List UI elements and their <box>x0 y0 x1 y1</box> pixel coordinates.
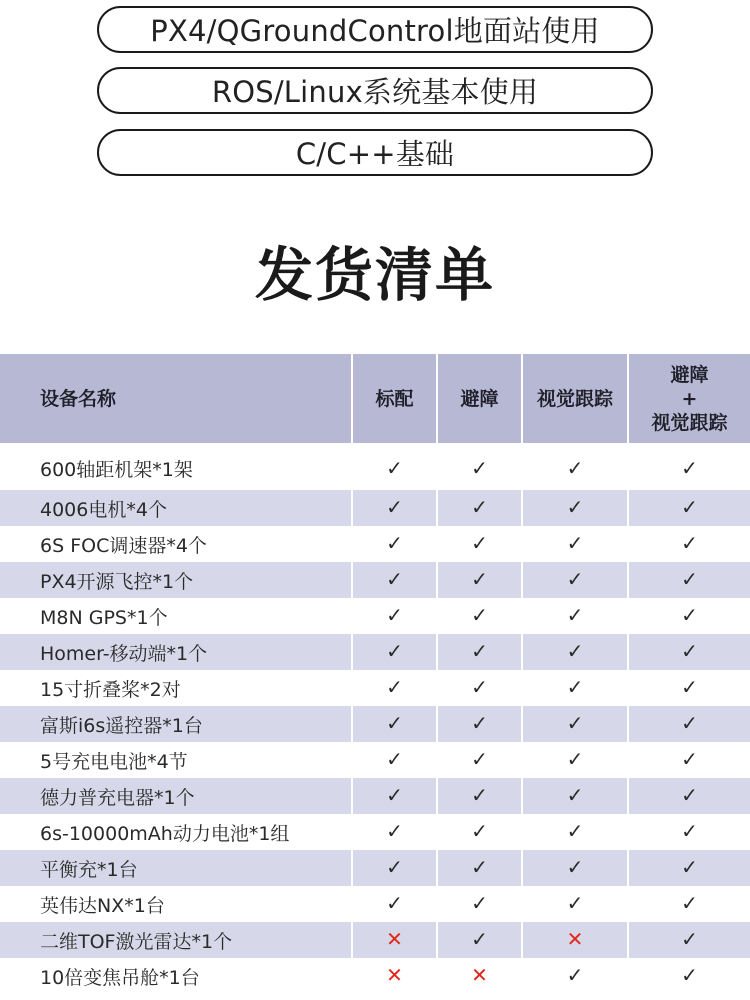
check-icon: ✓ <box>471 747 488 771</box>
availability-cell <box>522 490 628 526</box>
requirement-label: PX4/QGroundControl地面站使用 <box>150 14 600 48</box>
check-icon: ✓ <box>386 855 403 879</box>
shipping-list-table <box>0 354 750 994</box>
availability-cell <box>437 742 522 778</box>
check-icon: ✓ <box>566 855 584 879</box>
check-icon: ✓ <box>471 455 488 480</box>
column-header-obstacle-avoidance: 避障 <box>437 354 522 443</box>
column-header-device-name: 设备名称 <box>0 354 352 443</box>
check-icon: ✓ <box>386 675 403 699</box>
column-header-avoidance-plus-tracking <box>628 354 750 443</box>
availability-cell <box>522 922 628 958</box>
check-icon: ✓ <box>681 891 698 915</box>
table-row <box>0 526 750 562</box>
table-row <box>0 490 750 526</box>
check-icon: ✓ <box>681 603 698 627</box>
check-icon: ✓ <box>681 455 698 480</box>
check-icon: ✓ <box>681 495 698 519</box>
cross-icon: ✕ <box>566 927 584 951</box>
availability-cell <box>522 706 628 742</box>
check-icon: ✓ <box>471 927 488 951</box>
device-name-cell: 6s-10000mAh动力电池*1组 <box>0 814 352 850</box>
availability-cell <box>522 634 628 670</box>
availability-cell <box>522 814 628 850</box>
check-icon: ✓ <box>471 891 488 915</box>
availability-cell <box>437 598 522 634</box>
check-icon: ✓ <box>681 855 698 879</box>
check-icon: ✓ <box>386 495 403 519</box>
check-icon: ✓ <box>566 603 584 627</box>
check-icon: ✓ <box>471 675 488 699</box>
availability-cell <box>437 526 522 562</box>
availability-cell <box>437 922 522 958</box>
availability-cell <box>522 598 628 634</box>
availability-cell <box>628 490 750 526</box>
availability-cell <box>352 958 437 994</box>
availability-cell <box>437 443 522 490</box>
availability-cell <box>352 490 437 526</box>
column-header-line: 视觉跟踪 <box>651 411 728 434</box>
device-name-cell: 富斯i6s遥控器*1台 <box>0 706 352 742</box>
cross-icon: ✕ <box>386 927 403 951</box>
device-name-cell: 5号充电电池*4节 <box>0 742 352 778</box>
check-icon: ✓ <box>681 711 698 735</box>
check-icon: ✓ <box>566 531 584 555</box>
check-icon: ✓ <box>386 891 403 915</box>
device-name-cell: 二维TOF激光雷达*1个 <box>0 922 352 958</box>
check-icon: ✓ <box>386 819 403 843</box>
device-name-cell: Homer-移动端*1个 <box>0 634 352 670</box>
availability-cell <box>352 598 437 634</box>
check-icon: ✓ <box>386 567 403 591</box>
requirement-pill <box>97 129 653 176</box>
check-icon: ✓ <box>471 567 488 591</box>
table-row <box>0 922 750 958</box>
availability-cell <box>437 886 522 922</box>
check-icon: ✓ <box>566 455 584 480</box>
availability-cell <box>628 634 750 670</box>
availability-cell <box>628 706 750 742</box>
check-icon: ✓ <box>386 747 403 771</box>
availability-cell <box>352 742 437 778</box>
table-row <box>0 562 750 598</box>
check-icon: ✓ <box>471 639 488 663</box>
availability-cell <box>522 850 628 886</box>
availability-cell <box>352 562 437 598</box>
device-name-cell: 10倍变焦吊舱*1台 <box>0 958 352 994</box>
check-icon: ✓ <box>471 495 488 519</box>
check-icon: ✓ <box>566 963 584 987</box>
check-icon: ✓ <box>566 567 584 591</box>
availability-cell <box>352 850 437 886</box>
availability-cell <box>628 562 750 598</box>
table-row <box>0 886 750 922</box>
cross-icon: ✕ <box>471 963 488 987</box>
availability-cell <box>437 490 522 526</box>
table-row <box>0 598 750 634</box>
table-row <box>0 443 750 490</box>
table-row <box>0 670 750 706</box>
availability-cell <box>628 886 750 922</box>
check-icon: ✓ <box>386 603 403 627</box>
availability-cell <box>437 778 522 814</box>
table-row <box>0 814 750 850</box>
table-row <box>0 634 750 670</box>
availability-cell <box>628 922 750 958</box>
availability-cell <box>522 526 628 562</box>
availability-cell <box>628 778 750 814</box>
availability-cell <box>437 670 522 706</box>
check-icon: ✓ <box>471 531 488 555</box>
check-icon: ✓ <box>681 963 698 987</box>
availability-cell <box>352 814 437 850</box>
availability-cell <box>352 922 437 958</box>
check-icon: ✓ <box>386 455 403 480</box>
availability-cell <box>522 886 628 922</box>
requirement-label: ROS/Linux系统基本使用 <box>211 75 539 109</box>
availability-cell <box>628 443 750 490</box>
check-icon: ✓ <box>566 711 584 735</box>
table-row <box>0 706 750 742</box>
check-icon: ✓ <box>471 819 488 843</box>
requirement-pill <box>97 6 653 53</box>
availability-cell <box>522 742 628 778</box>
check-icon: ✓ <box>386 783 403 807</box>
check-icon: ✓ <box>681 819 698 843</box>
check-icon: ✓ <box>471 783 488 807</box>
device-name-cell: 平衡充*1台 <box>0 850 352 886</box>
check-icon: ✓ <box>471 855 488 879</box>
availability-cell <box>522 562 628 598</box>
check-icon: ✓ <box>386 531 403 555</box>
check-icon: ✓ <box>471 603 488 627</box>
check-icon: ✓ <box>681 675 698 699</box>
device-name-cell: 6S FOC调速器*4个 <box>0 526 352 562</box>
column-header-standard: 标配 <box>352 354 437 443</box>
table-row <box>0 850 750 886</box>
device-name-cell: M8N GPS*1个 <box>0 598 352 634</box>
availability-cell <box>522 670 628 706</box>
availability-cell <box>628 742 750 778</box>
availability-cell <box>352 443 437 490</box>
availability-cell <box>628 958 750 994</box>
device-name-cell: 德力普充电器*1个 <box>0 778 352 814</box>
table-row <box>0 742 750 778</box>
check-icon: ✓ <box>681 567 698 591</box>
check-icon: ✓ <box>386 711 403 735</box>
device-name-cell: 英伟达NX*1台 <box>0 886 352 922</box>
availability-cell <box>352 670 437 706</box>
check-icon: ✓ <box>681 927 698 951</box>
check-icon: ✓ <box>566 675 584 699</box>
column-header-line: + <box>681 387 698 410</box>
table-row <box>0 958 750 994</box>
requirement-pill <box>97 67 653 114</box>
cross-icon: ✕ <box>386 963 403 987</box>
availability-cell <box>352 886 437 922</box>
availability-cell <box>352 634 437 670</box>
device-name-cell: PX4开源飞控*1个 <box>0 562 352 598</box>
table-row <box>0 778 750 814</box>
availability-cell <box>437 850 522 886</box>
availability-cell <box>352 778 437 814</box>
availability-cell <box>628 670 750 706</box>
device-name-cell: 15寸折叠桨*2对 <box>0 670 352 706</box>
check-icon: ✓ <box>566 639 584 663</box>
device-name-cell: 600轴距机架*1架 <box>0 443 352 490</box>
check-icon: ✓ <box>681 747 698 771</box>
page-title: 发货清单 <box>254 241 495 309</box>
availability-cell <box>628 526 750 562</box>
availability-cell <box>437 958 522 994</box>
availability-cell <box>437 814 522 850</box>
check-icon: ✓ <box>471 711 488 735</box>
table-body <box>0 443 750 994</box>
availability-cell <box>522 958 628 994</box>
availability-cell <box>522 443 628 490</box>
availability-cell <box>352 706 437 742</box>
check-icon: ✓ <box>566 891 584 915</box>
table-header <box>0 354 750 443</box>
check-icon: ✓ <box>681 783 698 807</box>
check-icon: ✓ <box>566 819 584 843</box>
column-header-visual-tracking: 视觉跟踪 <box>522 354 628 443</box>
availability-cell <box>352 526 437 562</box>
requirement-label: C/C++基础 <box>295 137 455 171</box>
check-icon: ✓ <box>386 639 403 663</box>
availability-cell <box>522 778 628 814</box>
availability-cell <box>628 814 750 850</box>
check-icon: ✓ <box>681 531 698 555</box>
availability-cell <box>437 634 522 670</box>
check-icon: ✓ <box>566 747 584 771</box>
availability-cell <box>437 562 522 598</box>
check-icon: ✓ <box>566 495 584 519</box>
availability-cell <box>437 706 522 742</box>
availability-cell <box>628 850 750 886</box>
check-icon: ✓ <box>566 783 584 807</box>
column-header-line: 避障 <box>670 363 709 386</box>
check-icon: ✓ <box>681 639 698 663</box>
device-name-cell: 4006电机*4个 <box>0 490 352 526</box>
availability-cell <box>628 598 750 634</box>
